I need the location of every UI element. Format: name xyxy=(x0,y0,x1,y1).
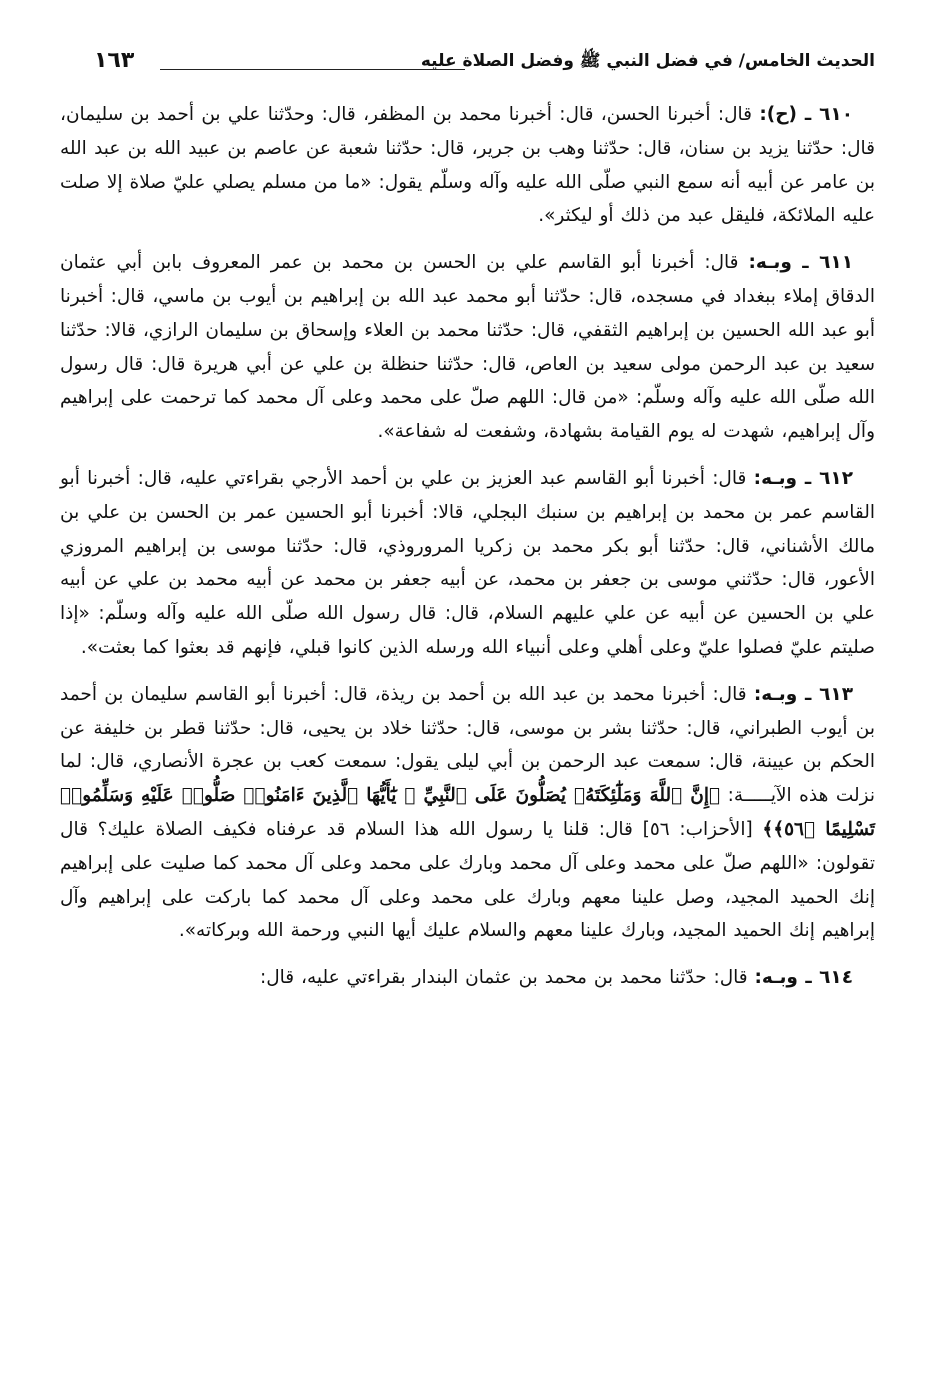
hadith-number: ٦١٢ ـ وبـه: xyxy=(753,467,853,489)
hadith-number: ٦١١ ـ وبـه: xyxy=(748,252,853,274)
hadith-paragraph-611 xyxy=(60,246,875,449)
hadith-text: قال: أخبرنا الحسن، قال: أخبرنا محمد بن المظفر، قال: وحدّثنا علي بن أحمد بن سليمان، قال: حدّثنا يزيد بن سنان، قال: حدّثنا وهب بن جرير، قال: حدّثنا شعبة عن عاصم بن عبيد الله بن عبد الله بن عامر عن أبيه أنه سمع النبي صلّى الله عليه وآله وسلّم يقول: «ما من مسلم يصلي عليّ صلاة إلا صلت عليه الملائكة، فليقل عبد من ذلك أو ليكثر». xyxy=(60,104,875,227)
hadith-paragraph-614 xyxy=(60,961,875,995)
running-header xyxy=(60,48,875,88)
hadith-paragraph-613 xyxy=(60,678,875,948)
hadith-text-continued: [الأحزاب: ٥٦] قال: قلنا يا رسول الله هذا السلام قد عرفناه فكيف الصلاة عليك؟ قال تقولون: «اللهم صلّ على محمد وعلى آل محمد وبارك على محمد وعلى آل محمد كما صليت على إبراهيم إنك الحميد المجيد، وصل علينا معهم وبارك على محمد وعلى آل محمد كما باركت على إبراهيم وآل إبراهيم إنك الحميد المجيد، وبارك علينا معهم والسلام عليك أيها النبي ورحمة الله وبركاته». xyxy=(60,818,875,942)
hadith-paragraph-612 xyxy=(60,462,875,665)
hadith-number: ٦١٤ ـ وبـه: xyxy=(754,967,853,989)
hadith-text: قال: أخبرنا أبو القاسم علي بن الحسن بن محمد بن عمر المعروف بابن أبي عثمان الدقاق إملاء ببغداد في مسجده، قال: حدّثنا أبو محمد عبد الله بن إبراهيم بن أيوب بن ماسي، قال: أخبرنا أبو عبد الله الحسين بن إبراهيم الثقفي، قال: حدّثنا محمد بن العلاء وإسحاق بن سليمان الرازي، قالا: حدّثنا سعيد بن عبد الرحمن مولى سعيد بن العاص، قال: حدّثنا حنظلة بن علي عن أبي هريرة قال: قال رسول الله صلّى الله عليه وآله وسلّم: «من قال: اللهم صلّ على محمد وعلى آل محمد كما ترحمت على إبراهيم وآل إبراهيم، شهدت له يوم القيامة بشهادة، وشفعت له شفاعة». xyxy=(60,252,875,443)
hadith-number: ٦١٠ ـ (ح): xyxy=(759,104,853,125)
book-page xyxy=(60,48,875,1348)
page-body xyxy=(60,98,875,995)
hadith-text: قال: أخبرنا محمد بن عبد الله بن أحمد بن ريذة، قال: أخبرنا أبو القاسم سليمان بن أحمد بن أيوب الطبراني، قال: حدّثنا بشر بن موسى، قال: حدّثنا خلاد بن يحيى، قال: حدّثنا قطر بن خليفة عن الحكم بن عيينة، قال: سمعت عبد الرحمن بن أبي ليلى يقول: سمعت كعب بن عجرة الأنصاري، قال: لما نزلت هذه الآيـــــة: xyxy=(60,683,875,807)
quran-verse: ﴿إِنَّ ٱللَّهَ وَمَلَٰٓئِكَتَهُۥ يُصَلُّونَ عَلَى ٱلنَّبِيِّ ۚ يَٰٓأَيُّهَا ٱلَّذِينَ ءَامَنُوا۟ صَلُّوا۟ عَلَيْهِ وَسَلِّمُوا۟ تَسْلِيمًا ﴿٥٦﴾﴾ xyxy=(60,785,876,840)
hadith-paragraph-610 xyxy=(60,98,875,233)
hadith-text: قال: أخبرنا أبو القاسم عبد العزيز بن علي بن أحمد الأرجي بقراءتي عليه، قال: أخبرنا أبو القاسم عمر بن محمد بن إبراهيم بن سنبك البجلي، قالا: أخبرنا أبو الحسين عمر بن الحسن بن علي بن مالك الأشناني، قال: حدّثنا أبو بكر محمد بن زكريا المروروذي، قال: حدّثنا موسى بن إبراهيم المروزي الأعور، قال: حدّثني موسى بن جعفر بن محمد، عن أبيه جعفر بن محمد عن أبيه محمد بن علي عن أبيه علي بن الحسين عن أبيه عن علي عليهم السلام، قال: قال رسول الله صلّى الله عليه وآله وسلّم: «إذا صليتم عليّ فصلوا عليّ وعلى أهلي وعلى أنبياء الله ورسله الذين كانوا قبلي، فإنهم قد بعثوا كما بعثت». xyxy=(60,467,875,658)
hadith-text: قال: حدّثنا محمد بن محمد بن عثمان البندار بقراءتي عليه، قال: xyxy=(260,967,748,989)
chapter-title: الحديث الخامس/ في فضل النبي ﷺ وفضل الصلاة عليه xyxy=(420,51,875,71)
page-number: ١٦٣ xyxy=(94,48,135,73)
header-rule xyxy=(160,69,465,70)
hadith-number: ٦١٣ ـ وبـه: xyxy=(753,683,854,705)
